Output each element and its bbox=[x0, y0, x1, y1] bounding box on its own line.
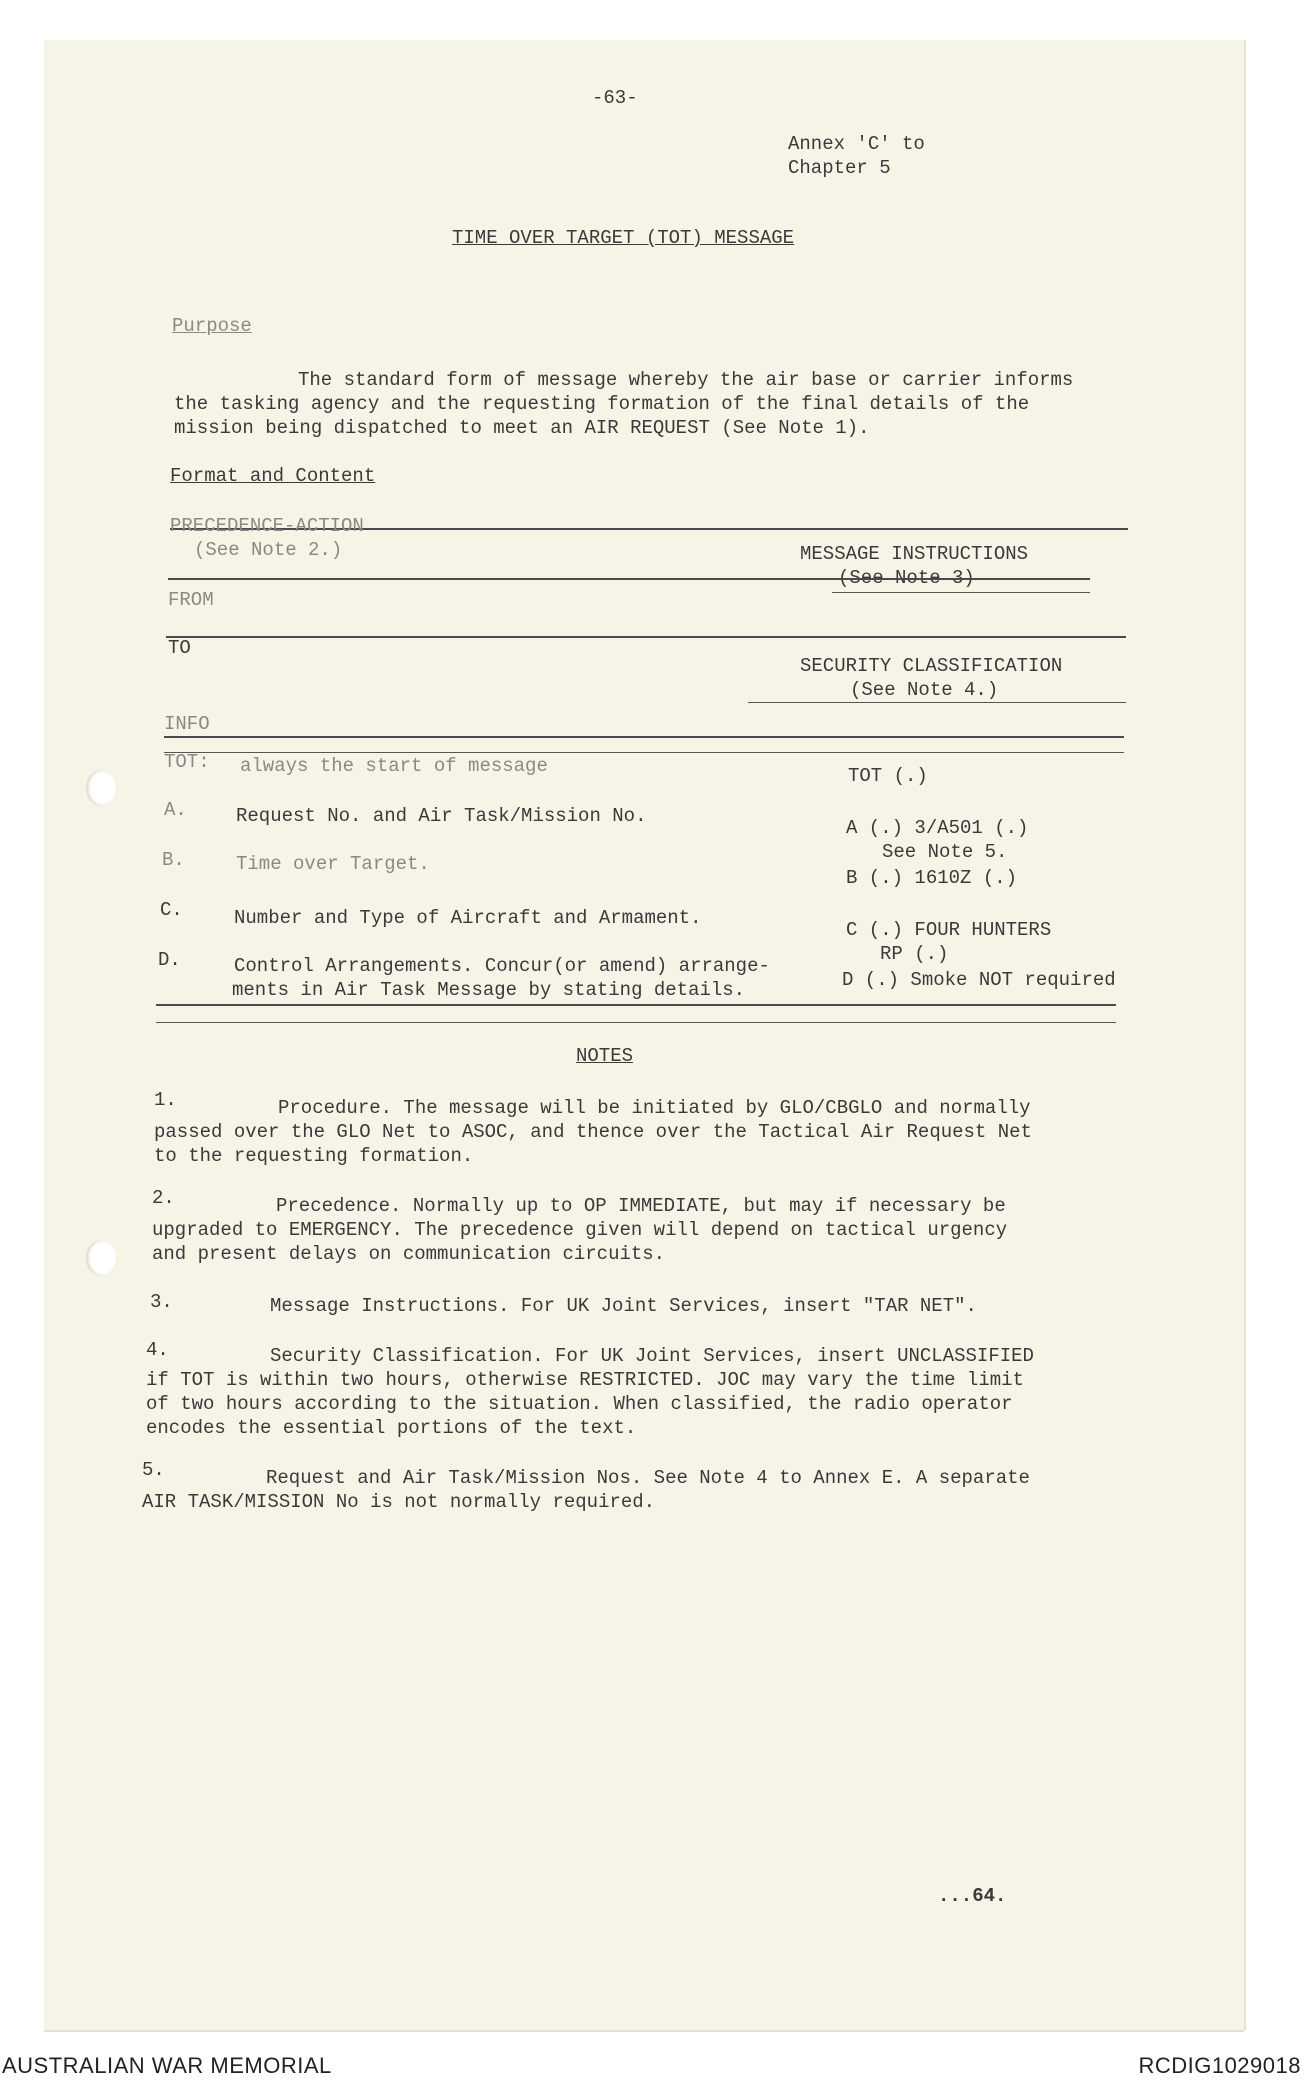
row-value: TOT (.) bbox=[848, 765, 928, 787]
row-key: C. bbox=[160, 899, 183, 921]
row-description: always the start of message bbox=[240, 755, 548, 777]
row-value: A (.) 3/A501 (.) bbox=[846, 817, 1029, 839]
row-description: Control Arrangements. Concur(or amend) arrange- bbox=[234, 955, 770, 977]
row-value: D (.) Smoke NOT required bbox=[842, 969, 1116, 991]
to-label: TO bbox=[168, 637, 191, 659]
form-rule bbox=[748, 702, 1126, 703]
note-line: Procedure. The message will be initiated by GLO/CBGLO and normally bbox=[278, 1097, 1031, 1119]
from-label: FROM bbox=[168, 589, 214, 611]
note-line: and present delays on communication circuits. bbox=[152, 1243, 666, 1265]
form-rule bbox=[168, 578, 1090, 580]
message-instructions-label: MESSAGE INSTRUCTIONS bbox=[800, 543, 1029, 565]
note-line: Request and Air Task/Mission Nos. See Note 4 to Annex E. A separate bbox=[266, 1467, 1030, 1489]
note-number: 1. bbox=[154, 1089, 177, 1111]
annex-line-2: Chapter 5 bbox=[788, 157, 891, 179]
note-line: Precedence. Normally up to OP IMMEDIATE, but may if necessary be bbox=[276, 1195, 1006, 1217]
note-line: of two hours according to the situation. When classified, the radio operator bbox=[146, 1393, 1013, 1415]
note-line: encodes the essential portions of the text. bbox=[146, 1417, 637, 1439]
precedence-action-label: PRECEDENCE-ACTION bbox=[170, 515, 364, 537]
info-label: INFO bbox=[164, 713, 210, 735]
row-description: Request No. and Air Task/Mission No. bbox=[236, 805, 647, 827]
purpose-line: mission being dispatched to meet an AIR REQUEST (See Note 1). bbox=[174, 417, 870, 439]
note-line: to the requesting formation. bbox=[154, 1145, 474, 1167]
form-rule bbox=[164, 736, 1124, 738]
row-value: B (.) 1610Z (.) bbox=[846, 867, 1018, 889]
row-description-extra: ments in Air Task Message by stating details. bbox=[232, 979, 746, 1001]
form-rule bbox=[166, 636, 1126, 638]
precedence-note: (See Note 2.) bbox=[194, 539, 343, 561]
note-line: Security Classification. For UK Joint Services, insert UNCLASSIFIED bbox=[270, 1345, 1034, 1367]
row-key: B. bbox=[162, 849, 185, 871]
row-value-extra: RP (.) bbox=[880, 943, 949, 965]
footer-catalogue-id: RCDIG1029018 bbox=[1138, 2053, 1301, 2078]
note-line: if TOT is within two hours, otherwise RESTRICTED. JOC may vary the time limit bbox=[146, 1369, 1024, 1391]
purpose-line: The standard form of message whereby the air base or carrier informs bbox=[298, 369, 1074, 391]
message-instructions-note: (See Note 3) bbox=[838, 567, 975, 589]
note-number: 5. bbox=[142, 1459, 165, 1481]
row-value-extra: See Note 5. bbox=[882, 841, 1008, 863]
footer-institution: AUSTRALIAN WAR MEMORIAL bbox=[2, 2053, 332, 2078]
row-key: TOT: bbox=[164, 751, 210, 773]
purpose-heading: Purpose bbox=[172, 315, 252, 337]
punch-hole bbox=[86, 770, 116, 806]
punch-hole bbox=[86, 1240, 116, 1276]
form-rule bbox=[156, 1004, 1116, 1006]
notes-heading: NOTES bbox=[576, 1045, 634, 1067]
document-title: TIME OVER TARGET (TOT) MESSAGE bbox=[452, 227, 795, 249]
row-description: Number and Type of Aircraft and Armament. bbox=[234, 907, 702, 929]
note-number: 4. bbox=[146, 1339, 169, 1361]
security-classification-note: (See Note 4.) bbox=[850, 679, 999, 701]
row-key: A. bbox=[164, 799, 187, 821]
form-rule bbox=[832, 592, 1090, 593]
note-number: 2. bbox=[152, 1187, 175, 1209]
note-line: upgraded to EMERGENCY. The precedence given will depend on tactical urgency bbox=[152, 1219, 1008, 1241]
next-page-marker: ...64. bbox=[938, 1885, 1007, 1907]
note-line: Message Instructions. For UK Joint Services, insert "TAR NET". bbox=[270, 1295, 977, 1317]
document-sheet bbox=[44, 40, 1244, 2030]
row-value: C (.) FOUR HUNTERS bbox=[846, 919, 1052, 941]
note-line: AIR TASK/MISSION No is not normally required. bbox=[142, 1491, 656, 1513]
row-key: D. bbox=[158, 949, 181, 971]
archive-footer bbox=[0, 2047, 1305, 2081]
page-number: -63- bbox=[592, 87, 638, 109]
purpose-line: the tasking agency and the requesting formation of the final details of the bbox=[174, 393, 1030, 415]
note-line: passed over the GLO Net to ASOC, and thence over the Tactical Air Request Net bbox=[154, 1121, 1032, 1143]
form-rule bbox=[156, 1022, 1116, 1023]
format-heading: Format and Content bbox=[170, 465, 376, 487]
note-number: 3. bbox=[150, 1291, 173, 1313]
row-description: Time over Target. bbox=[236, 853, 430, 875]
form-rule bbox=[164, 752, 1124, 753]
security-classification-label: SECURITY CLASSIFICATION bbox=[800, 655, 1063, 677]
annex-line-1: Annex 'C' to bbox=[788, 133, 925, 155]
